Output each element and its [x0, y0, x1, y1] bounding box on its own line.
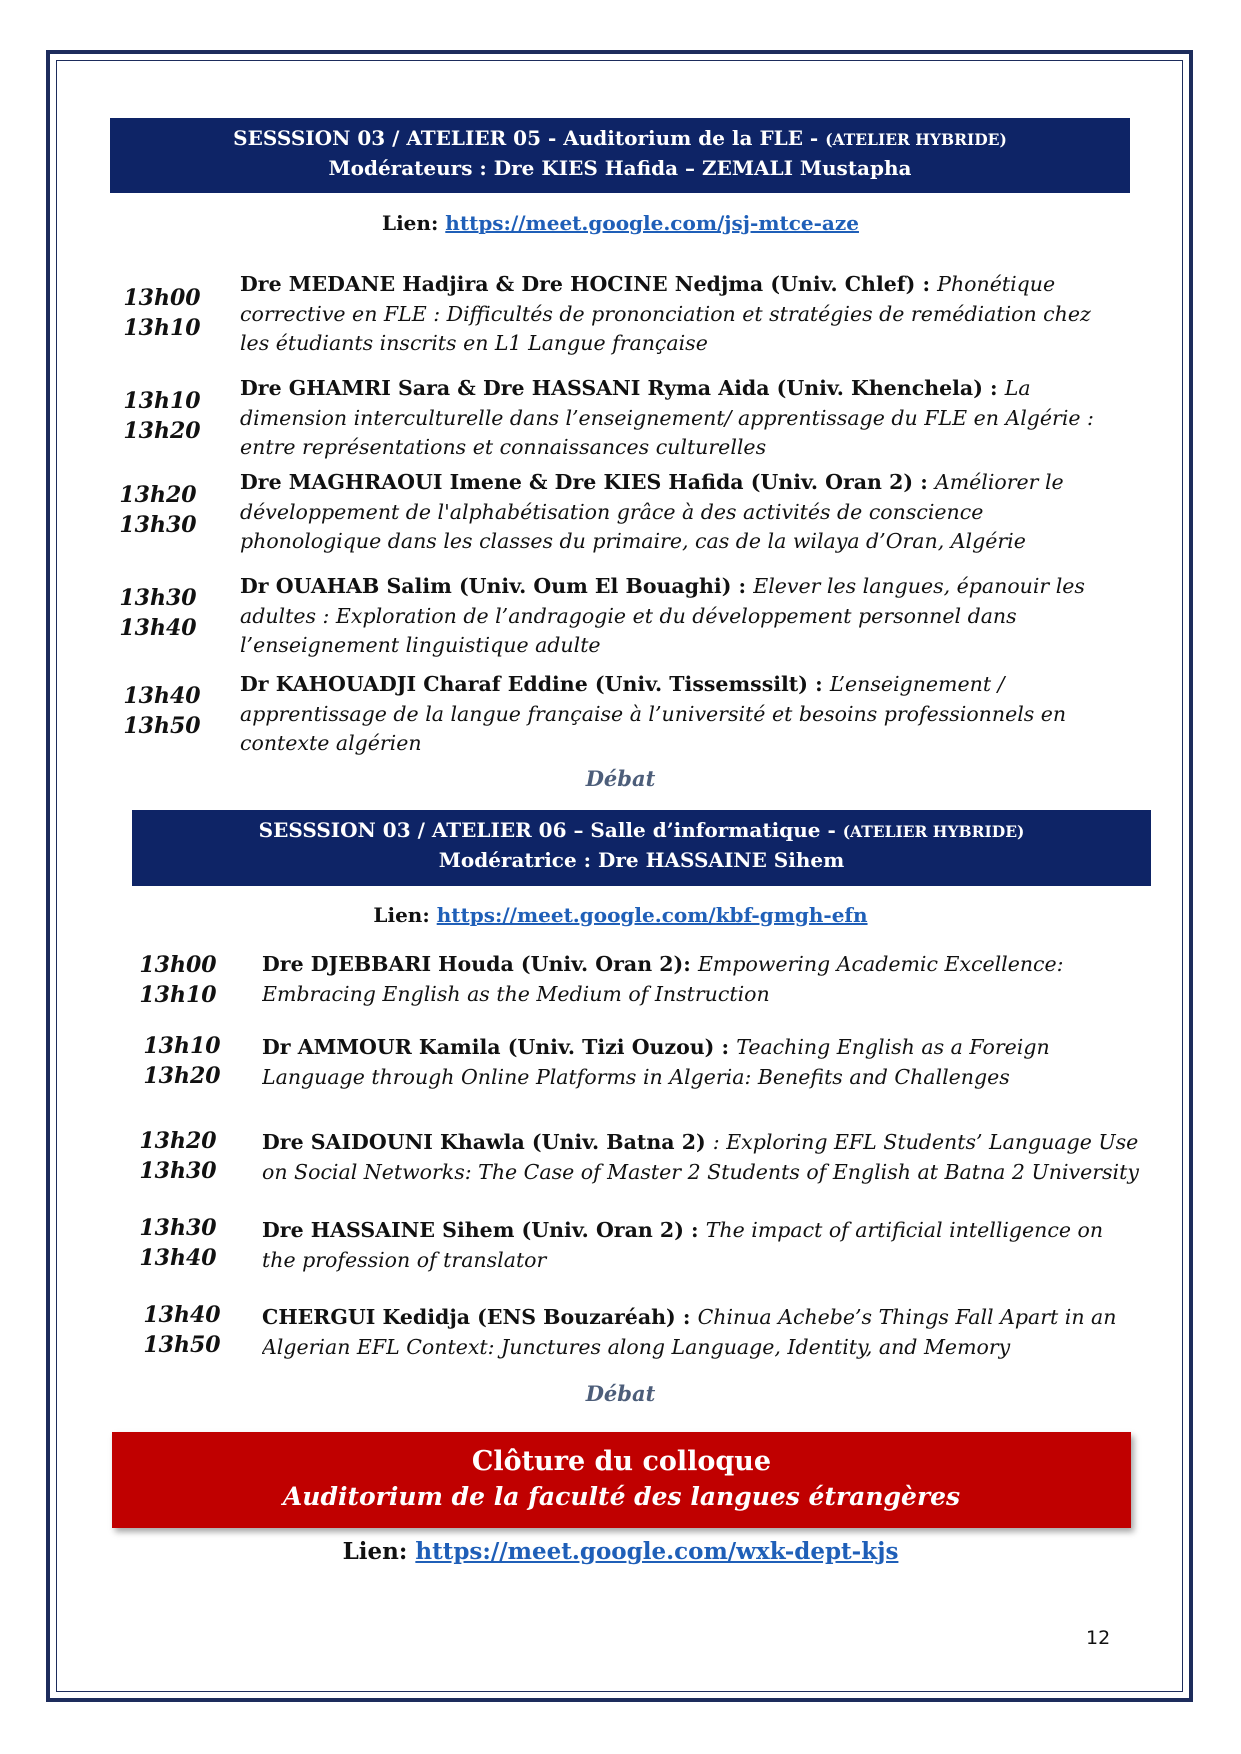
time-slot: 13h20 13h30 — [139, 1128, 217, 1184]
presentation-entry: Dre GHAMRI Sara & Dre HASSANI Ryma Aida (Univ. Khenchela) : La dimension interculturelle dans l’enseignement/ apprentissage du FLE en Algérie : entre représentations et connaissances culturelles — [240, 376, 1094, 459]
closing-title: Clôture du colloque — [471, 1446, 772, 1477]
presentation-entry: Dr AMMOUR Kamila (Univ. Tizi Ouzou) : Teaching English as a Foreign Language through Online Platforms in Algeria: Benefits and Challenges — [262, 1035, 1050, 1089]
time-slot: 13h40 13h50 — [143, 1302, 221, 1358]
presentation-entry: Dre SAIDOUNI Khawla (Univ. Batna 2) : Exploring EFL Students’ Language Use on Social Networks: The Case of Master 2 Students of English at Batna 2 University — [262, 1130, 1139, 1184]
atelier-05-banner — [110, 118, 1130, 193]
atelier-05-link-line: Lien: https://meet.google.com/jsj-mtce-aze — [382, 211, 859, 235]
time-slot: 13h40 13h50 — [123, 683, 201, 739]
atelier-05-moderators: Modérateurs : Dre KIES Hafida – ZEMALI Mustapha — [328, 156, 912, 180]
presentation-entry: Dre DJEBBARI Houda (Univ. Oran 2): Empowering Academic Excellence: Embracing English as the Medium of Instruction — [262, 952, 1064, 1006]
presentation-entry: Dre MAGHRAOUI Imene & Dre KIES Hafida (Univ. Oran 2) : Améliorer le développement de l'alphabétisation grâce à des activités de conscience phonologique dans les classes du primaire, cas de la wilaya d’Oran, Algérie — [240, 470, 1064, 553]
atelier-06-link[interactable]: https://meet.google.com/kbf-gmgh-efn — [436, 903, 868, 927]
time-slot: 13h20 13h30 — [119, 482, 197, 538]
closing-subtitle: Auditorium de la faculté des langues étrangères — [282, 1482, 961, 1511]
time-slot: 13h30 13h40 — [119, 585, 197, 641]
presentation-entry: Dr KAHOUADJI Charaf Eddine (Univ. Tissemssilt) : L’enseignement / apprentissage de la langue française à l’université et besoins professionnels en contexte algérien — [240, 672, 1067, 755]
closing-banner — [112, 1432, 1131, 1528]
presentation-entry: Dre HASSAINE Sihem (Univ. Oran 2) : The impact of artificial intelligence on the profession of translator — [262, 1218, 1104, 1272]
atelier-06-title: SESSSION 03 / ATELIER 06 – Salle d’informatique - (ATELIER HYBRIDE) — [258, 818, 1025, 842]
closing-link-line: Lien: https://meet.google.com/wxk-dept-kjs — [342, 1538, 899, 1565]
atelier-06-moderator: Modératrice : Dre HASSAINE Sihem — [438, 848, 845, 872]
time-slot: 13h10 13h20 — [143, 1033, 221, 1089]
atelier-06-link-line: Lien: https://meet.google.com/kbf-gmgh-efn — [373, 903, 868, 927]
time-slot: 13h00 13h10 — [123, 285, 201, 341]
presentation-entry: CHERGUI Kedidja (ENS Bouzaréah) : Chinua Achebe’s Things Fall Apart in an Algerian EFL Context: Junctures along Language, Identity, and Memory — [262, 1305, 1117, 1359]
page-number: 12 — [1086, 1627, 1111, 1649]
time-slot: 13h00 13h10 — [139, 952, 217, 1008]
atelier-05-title: SESSSION 03 / ATELIER 05 - Auditorium de la FLE - (ATELIER HYBRIDE) — [233, 126, 1007, 150]
closing-link[interactable]: https://meet.google.com/wxk-dept-kjs — [415, 1538, 899, 1565]
time-slot: 13h30 13h40 — [139, 1215, 217, 1271]
atelier-05-link[interactable]: https://meet.google.com/jsj-mtce-aze — [445, 211, 859, 235]
presentation-entry: Dr OUAHAB Salim (Univ. Oum El Bouaghi) : Elever les langues, épanouir les adultes : Exploration de l’andragogie et du développement personnel dans l’enseignement linguistique adulte — [240, 574, 1085, 657]
atelier-05-debat: Débat — [585, 766, 656, 791]
time-slot: 13h10 13h20 — [123, 388, 201, 444]
atelier-06-banner — [132, 810, 1151, 886]
presentation-entry: Dre MEDANE Hadjira & Dre HOCINE Nedjma (Univ. Chlef) : Phonétique corrective en FLE : Difficultés de prononciation et stratégies de remédiation chez les étudiants inscrits en L1 Langue française — [240, 272, 1091, 355]
atelier-06-debat: Débat — [585, 1381, 656, 1406]
